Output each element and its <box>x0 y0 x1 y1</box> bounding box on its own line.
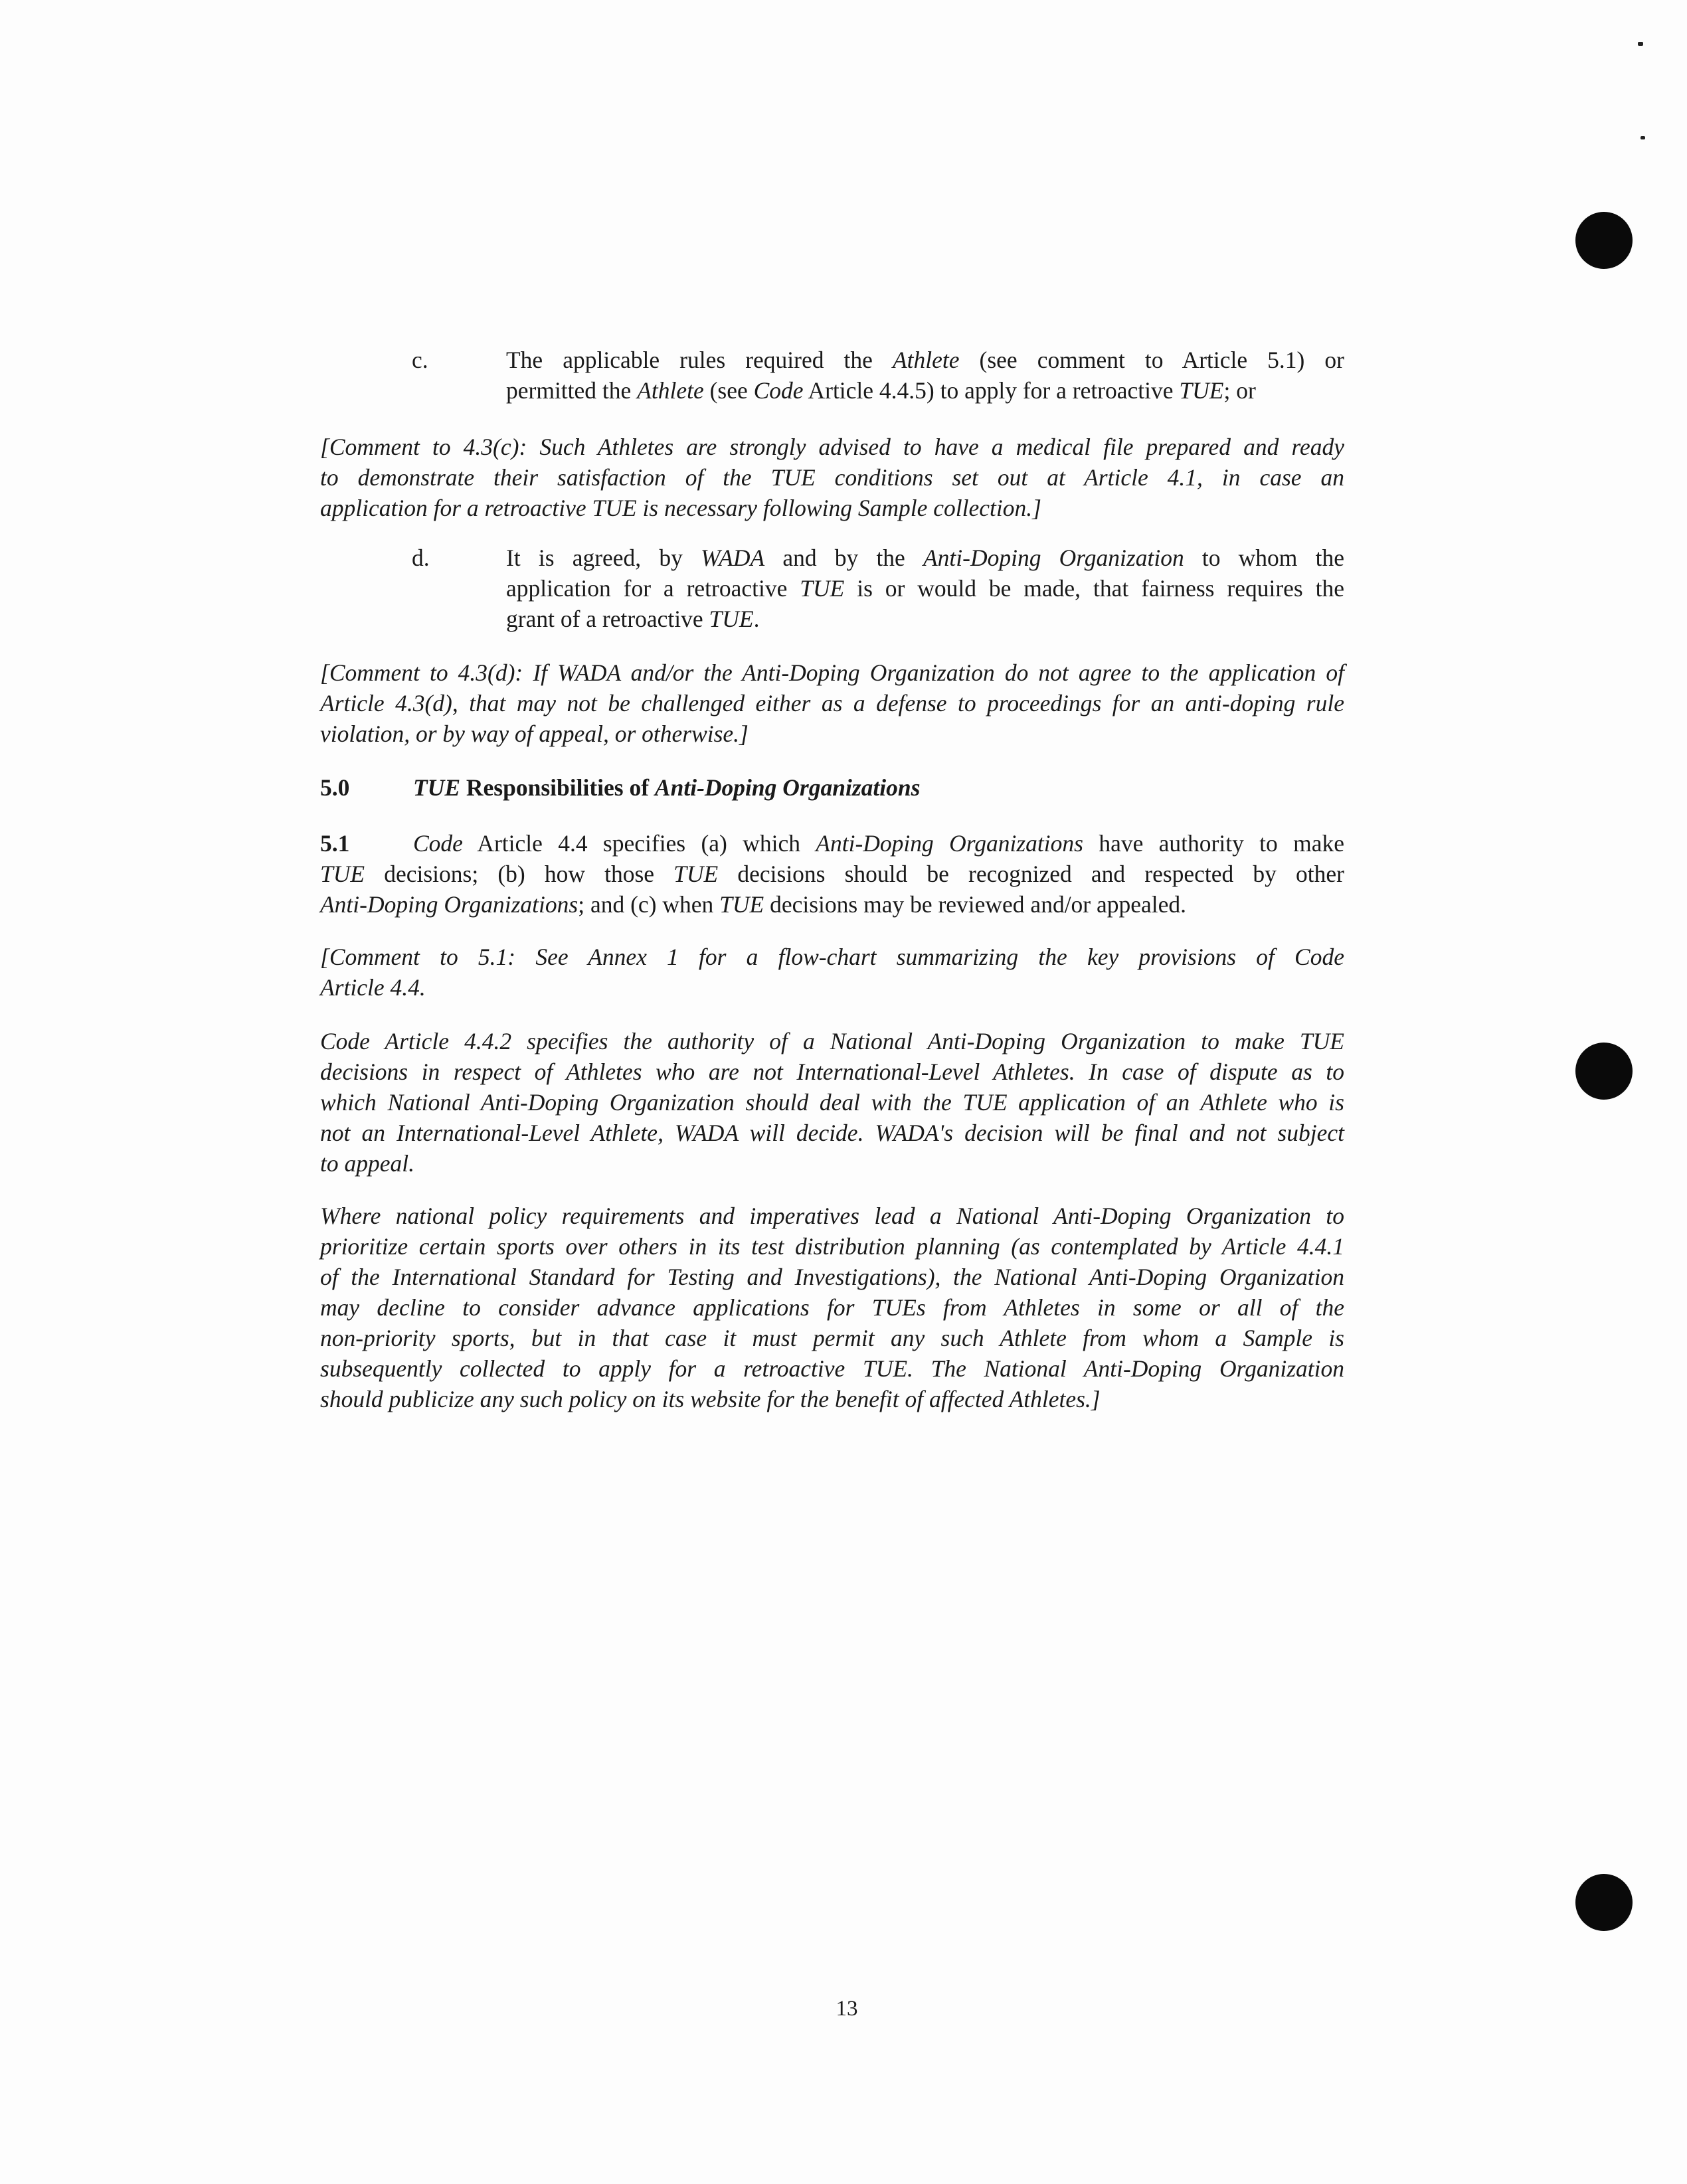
text-run: Code <box>413 830 463 857</box>
punch-hole-top <box>1575 212 1633 269</box>
text-run: application for a retroactive <box>506 575 800 602</box>
text-run: (see comment to Article 5.1) or <box>959 347 1344 373</box>
text-line <box>320 859 1344 889</box>
text-run: Article 4.4.5) to apply for a retroactive <box>803 377 1180 404</box>
text-line: violation, or by way of appeal, or otherwise.] <box>320 720 749 747</box>
punch-hole-bottom <box>1575 1874 1633 1931</box>
text-line: Article 4.4. <box>320 974 426 1001</box>
text-run: TUE <box>673 861 719 887</box>
text-line <box>506 375 1344 406</box>
text-line <box>506 345 1344 375</box>
text-run: is or would be made, that fairness requires the <box>844 575 1344 602</box>
punch-hole-middle <box>1575 1043 1633 1100</box>
text-line: which National Anti-Doping Organization should deal with the TUE application of an Athlete who is <box>320 1089 1344 1116</box>
text-run: It is agreed, by <box>506 545 701 571</box>
section-5-0-title-ado: Anti-Doping Organizations <box>654 774 921 801</box>
text-line: should publicize any such policy on its website for the benefit of affected Athletes.] <box>320 1386 1101 1412</box>
text-line <box>506 573 1344 604</box>
comment-4-3-d <box>320 657 1344 749</box>
text-run: and by the <box>764 545 923 571</box>
text-run: decisions should be recognized and respected by other <box>718 861 1344 887</box>
section-5-1-number: 5.1 <box>320 830 350 857</box>
text-line: non-priority sports, but in that case it must permit any such Athlete from whom a Sample is <box>320 1325 1344 1351</box>
comment-4-3-c <box>320 432 1344 523</box>
section-5-1-text <box>320 828 1344 920</box>
text-line <box>506 604 1344 634</box>
text-line: [Comment to 4.3(d): If WADA and/or the Anti-Doping Organization do not agree to the application of <box>320 659 1344 686</box>
text-line: Code Article 4.4.2 specifies the authority of a National Anti-Doping Organization to make TUE <box>320 1028 1344 1054</box>
text-run: . <box>753 606 760 632</box>
item-c-text <box>506 345 1344 406</box>
text-run: Anti-Doping Organizations <box>816 830 1083 857</box>
text-run: decisions; (b) how those <box>365 861 674 887</box>
text-run: WADA <box>701 545 765 571</box>
item-c-marker: c. <box>412 347 428 373</box>
text-line: Where national policy requirements and imperatives lead a National Anti-Doping Organization to <box>320 1203 1344 1229</box>
scan-speck <box>1638 42 1643 46</box>
comment-5-1 <box>320 942 1344 1003</box>
text-line <box>320 889 1344 920</box>
text-line: to demonstrate their satisfaction of the TUE conditions set out at Article 4.1, in case an <box>320 464 1344 491</box>
text-run: Code <box>753 377 804 404</box>
text-run: TUE <box>800 575 845 602</box>
text-run: grant of a retroactive <box>506 606 709 632</box>
text-line: of the International Standard for Testing and Investigations), the National Anti-Doping Organization <box>320 1264 1344 1290</box>
text-line: not an International-Level Athlete, WADA will decide. WADA's decision will be final and not subject <box>320 1120 1344 1146</box>
text-run: permitted the <box>506 377 638 404</box>
text-run: ; or <box>1223 377 1256 404</box>
section-5-0-heading <box>320 772 920 803</box>
text-line: to appeal. <box>320 1150 414 1177</box>
text-line: [Comment to 4.3(c): Such Athletes are strongly advised to have a medical file prepared and ready <box>320 434 1344 460</box>
text-run: Athlete <box>637 377 704 404</box>
item-d-text <box>506 543 1344 634</box>
text-line: decisions in respect of Athletes who are not International-Level Athletes. In case of dispute as to <box>320 1058 1344 1085</box>
text-line: [Comment to 5.1: See Annex 1 for a flow-chart summarizing the key provisions of Code <box>320 944 1344 970</box>
text-run: The applicable rules required the <box>506 347 893 373</box>
section-5-0-title-middle: Responsibilities of <box>460 774 655 801</box>
text-line: application for a retroactive TUE is necessary following Sample collection.] <box>320 495 1041 521</box>
scan-speck <box>1641 136 1645 139</box>
text-run: Anti-Doping Organization <box>923 545 1184 571</box>
text-run: TUE <box>709 606 754 632</box>
text-run: Athlete <box>892 347 960 373</box>
text-run: TUE <box>1179 377 1224 404</box>
text-run: decisions may be reviewed and/or appealed. <box>764 891 1187 918</box>
text-line: subsequently collected to apply for a retroactive TUE. The National Anti-Doping Organization <box>320 1355 1344 1382</box>
comment-5-1-paragraph-2 <box>320 1026 1344 1179</box>
text-line: Article 4.3(d), that may not be challenged either as a defense to proceedings for an anti-doping rule <box>320 690 1344 716</box>
text-line: may decline to consider advance applications for TUEs from Athletes in some or all of the <box>320 1294 1344 1321</box>
section-5-0-title-tue: TUE <box>413 774 460 801</box>
text-line: prioritize certain sports over others in its test distribution planning (as contemplated by Article 4.4.1 <box>320 1233 1344 1260</box>
comment-5-1-paragraph-3 <box>320 1201 1344 1414</box>
text-run: Article 4.4 specifies (a) which <box>462 830 816 857</box>
text-run: TUE <box>320 861 365 887</box>
text-run: (see <box>703 377 754 404</box>
text-run: ; and (c) when <box>578 891 720 918</box>
text-run: have authority to make <box>1083 830 1345 857</box>
text-run: TUE <box>719 891 764 918</box>
page-number: 13 <box>836 1997 858 2021</box>
text-run: to whom the <box>1184 545 1344 571</box>
text-run: Anti-Doping Organizations <box>320 891 578 918</box>
text-line <box>506 543 1344 573</box>
text-line <box>320 828 1344 859</box>
section-5-0-number: 5.0 <box>320 774 350 801</box>
item-d-marker: d. <box>412 545 430 571</box>
